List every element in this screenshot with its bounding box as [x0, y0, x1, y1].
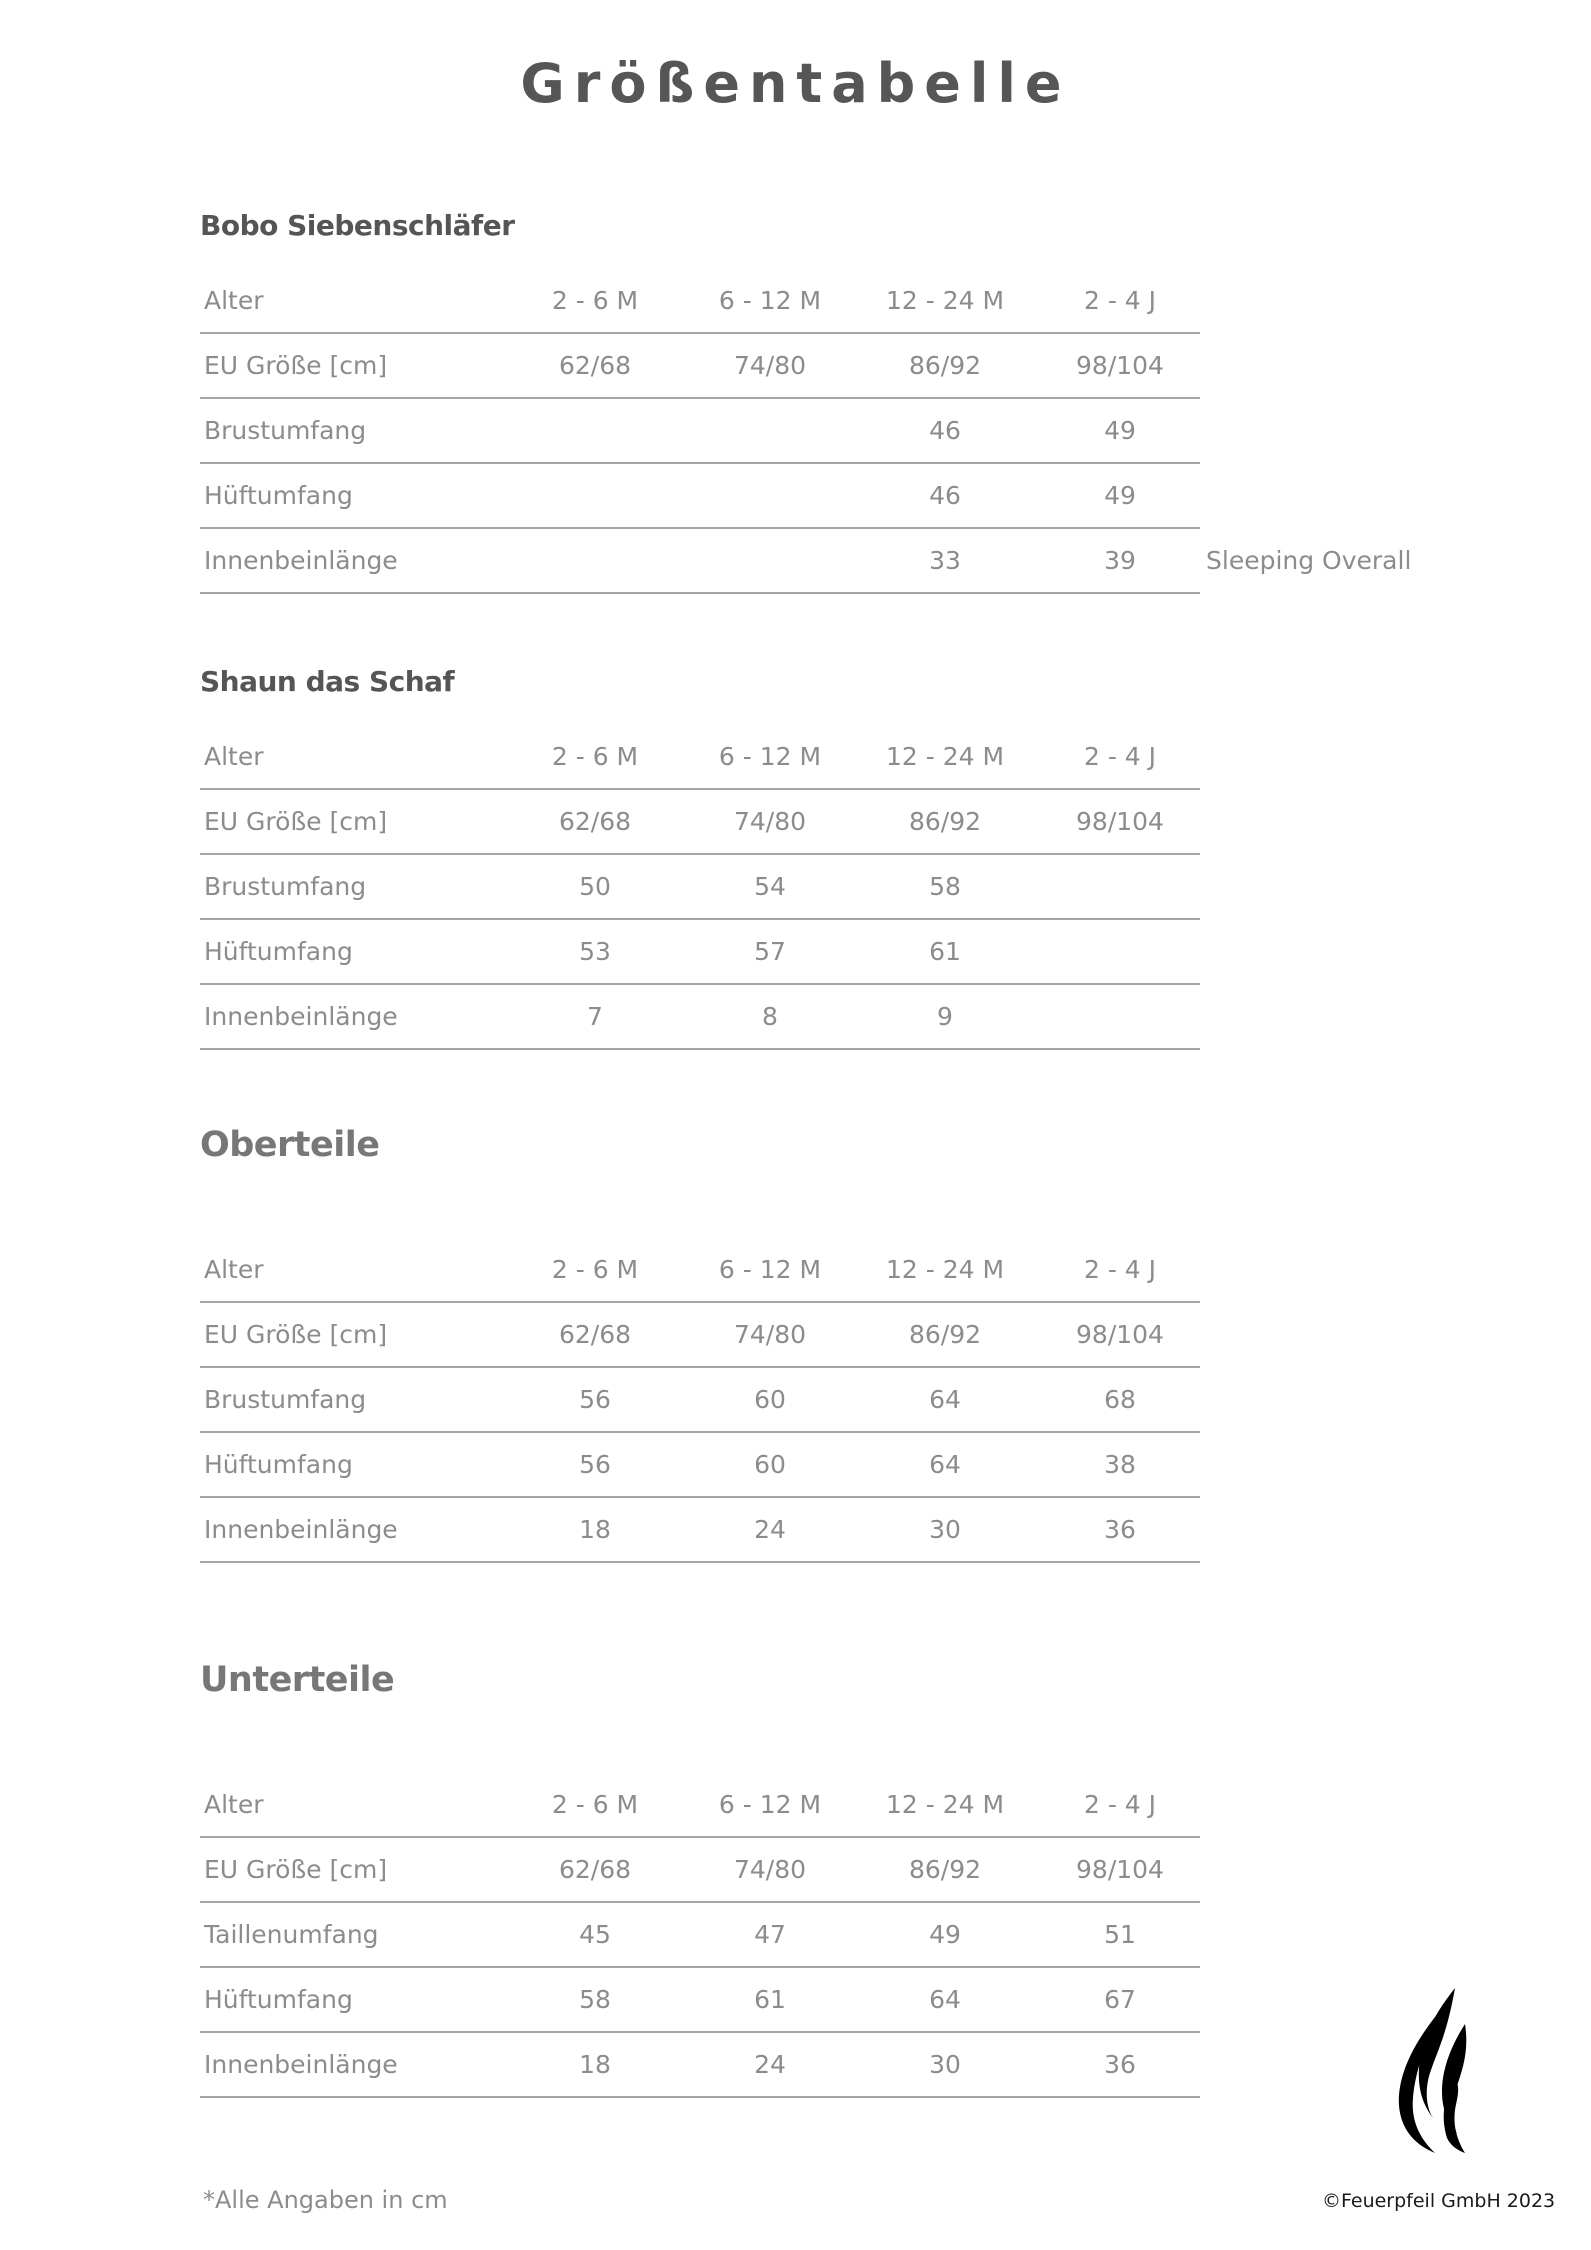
table-cell: 30 [929, 1515, 961, 1544]
size-table [200, 1772, 1400, 2097]
table-cell [525, 463, 665, 527]
section-oberteile [200, 1124, 1400, 1562]
row-label: Brustumfang [204, 872, 367, 901]
size-table [200, 724, 1400, 1049]
table-row [200, 1772, 1400, 1837]
table-cell: 12 - 24 M [885, 1790, 1005, 1819]
table-cell [700, 528, 840, 592]
table-cell: 49 [1104, 481, 1136, 510]
table-cell [1050, 854, 1190, 918]
table-cell: 2 - 6 M [551, 742, 639, 771]
table-cell: 98/104 [1076, 1855, 1164, 1884]
table-cell [525, 528, 665, 592]
table-cell: 74/80 [733, 1855, 807, 1884]
table-cell: 9 [937, 1002, 953, 1031]
footnote: *Alle Angaben in cm [203, 2186, 448, 2214]
table-cell: 24 [754, 1515, 786, 1544]
table-cell: 12 - 24 M [885, 286, 1005, 315]
table-cell: 62/68 [558, 1320, 632, 1349]
table-cell: 24 [754, 2050, 786, 2079]
table-cell [525, 398, 665, 462]
table-row [200, 1902, 1400, 1967]
table-cell: 61 [929, 937, 961, 966]
table-row [200, 984, 1400, 1049]
table-cell: 36 [1104, 2050, 1136, 2079]
table-cell: 46 [929, 416, 961, 445]
row-label: Innenbeinlänge [204, 1002, 398, 1031]
table-cell: 38 [1104, 1450, 1136, 1479]
table-cell: 2 - 4 J [1083, 742, 1157, 771]
table-cell: 8 [762, 1002, 778, 1031]
table-cell: 2 - 4 J [1083, 1255, 1157, 1284]
section-title: Bobo Siebenschläfer [200, 209, 515, 242]
table-cell: 74/80 [733, 1320, 807, 1349]
row-note: Sleeping Overall [1206, 546, 1412, 575]
table-cell: 64 [929, 1450, 961, 1479]
table-cell: 57 [754, 937, 786, 966]
table-cell: 51 [1104, 1920, 1136, 1949]
table-row [200, 854, 1400, 919]
table-cell: 30 [929, 2050, 961, 2079]
table-row [200, 2032, 1400, 2097]
table-cell: 64 [929, 1385, 961, 1414]
section-title: Unterteile [200, 1660, 395, 1700]
row-label: EU Größe [cm] [204, 1320, 388, 1349]
row-label: EU Größe [cm] [204, 351, 388, 380]
table-cell: 98/104 [1076, 1320, 1164, 1349]
row-divider [200, 592, 1200, 594]
table-row [200, 724, 1400, 789]
row-label: Hüftumfang [204, 1985, 353, 2014]
section-unterteile [200, 1659, 1400, 2097]
table-cell: 2 - 6 M [551, 286, 639, 315]
table-cell [1050, 984, 1190, 1048]
row-divider [200, 2096, 1200, 2098]
row-label: Alter [204, 1255, 264, 1284]
row-label: Hüftumfang [204, 1450, 353, 1479]
table-cell: 6 - 12 M [718, 286, 822, 315]
table-row [200, 1302, 1400, 1367]
table-cell: 58 [579, 1985, 611, 2014]
table-cell: 45 [579, 1920, 611, 1949]
table-cell: 50 [579, 872, 611, 901]
row-label: Innenbeinlänge [204, 2050, 398, 2079]
table-cell: 39 [1104, 546, 1136, 575]
row-label: Brustumfang [204, 1385, 367, 1414]
row-divider [200, 1561, 1200, 1563]
table-cell: 47 [754, 1920, 786, 1949]
page-title: Größentabelle [520, 52, 1071, 115]
table-row [200, 268, 1400, 333]
table-cell: 46 [929, 481, 961, 510]
table-cell: 61 [754, 1985, 786, 2014]
table-cell: 33 [929, 546, 961, 575]
table-row [200, 1237, 1400, 1302]
copyright-text: ©Feuerpfeil GmbH 2023 [1322, 2190, 1556, 2212]
row-label: Brustumfang [204, 416, 367, 445]
table-row [200, 1837, 1400, 1902]
table-cell: 58 [929, 872, 961, 901]
section-title: Shaun das Schaf [200, 665, 455, 698]
table-row [200, 789, 1400, 854]
table-row [200, 1497, 1400, 1562]
table-cell: 53 [579, 937, 611, 966]
table-cell: 12 - 24 M [885, 742, 1005, 771]
size-table [200, 268, 1412, 593]
table-cell: 86/92 [908, 1320, 982, 1349]
table-cell: 6 - 12 M [718, 1790, 822, 1819]
row-label: Innenbeinlänge [204, 1515, 398, 1544]
table-cell: 2 - 4 J [1083, 286, 1157, 315]
table-cell: 67 [1104, 1985, 1136, 2014]
table-cell: 62/68 [558, 1855, 632, 1884]
table-row [200, 919, 1400, 984]
table-row [200, 463, 1400, 528]
table-cell: 74/80 [733, 807, 807, 836]
table-cell: 18 [579, 1515, 611, 1544]
table-cell: 54 [754, 872, 786, 901]
table-cell: 64 [929, 1985, 961, 2014]
table-row [200, 398, 1400, 463]
row-label: Hüftumfang [204, 937, 353, 966]
size-table [200, 1237, 1400, 1562]
table-cell: 49 [1104, 416, 1136, 445]
table-cell: 62/68 [558, 807, 632, 836]
flame-logo-icon [1395, 1988, 1475, 2153]
table-cell: 86/92 [908, 1855, 982, 1884]
row-label: Innenbeinlänge [204, 546, 398, 575]
table-cell: 2 - 6 M [551, 1255, 639, 1284]
table-row [200, 528, 1412, 593]
table-cell: 56 [579, 1385, 611, 1414]
row-label: Alter [204, 742, 264, 771]
row-label: Alter [204, 1790, 264, 1819]
table-cell: 2 - 6 M [551, 1790, 639, 1819]
table-cell: 56 [579, 1450, 611, 1479]
row-divider [200, 1048, 1200, 1050]
table-row [200, 1432, 1400, 1497]
table-cell: 36 [1104, 1515, 1136, 1544]
table-cell: 18 [579, 2050, 611, 2079]
table-cell: 12 - 24 M [885, 1255, 1005, 1284]
table-cell: 60 [754, 1450, 786, 1479]
table-cell: 2 - 4 J [1083, 1790, 1157, 1819]
table-cell: 98/104 [1076, 807, 1164, 836]
table-cell: 6 - 12 M [718, 742, 822, 771]
table-cell [700, 398, 840, 462]
table-row [200, 1967, 1400, 2032]
table-cell: 74/80 [733, 351, 807, 380]
row-label: EU Größe [cm] [204, 807, 388, 836]
row-label: Alter [204, 286, 264, 315]
table-cell [1050, 919, 1190, 983]
table-cell: 60 [754, 1385, 786, 1414]
table-cell: 68 [1104, 1385, 1136, 1414]
table-row [200, 1367, 1400, 1432]
row-label: Taillenumfang [204, 1920, 379, 1949]
table-cell [700, 463, 840, 527]
table-cell: 98/104 [1076, 351, 1164, 380]
row-label: EU Größe [cm] [204, 1855, 388, 1884]
section-bobo-siebenschlaefer [200, 209, 1412, 593]
table-cell: 86/92 [908, 351, 982, 380]
table-cell: 7 [587, 1002, 603, 1031]
row-label: Hüftumfang [204, 481, 353, 510]
table-cell: 86/92 [908, 807, 982, 836]
section-title: Oberteile [200, 1125, 380, 1165]
table-cell: 6 - 12 M [718, 1255, 822, 1284]
table-cell: 62/68 [558, 351, 632, 380]
table-cell: 49 [929, 1920, 961, 1949]
table-row [200, 333, 1400, 398]
section-shaun-das-schaf [200, 665, 1400, 1049]
